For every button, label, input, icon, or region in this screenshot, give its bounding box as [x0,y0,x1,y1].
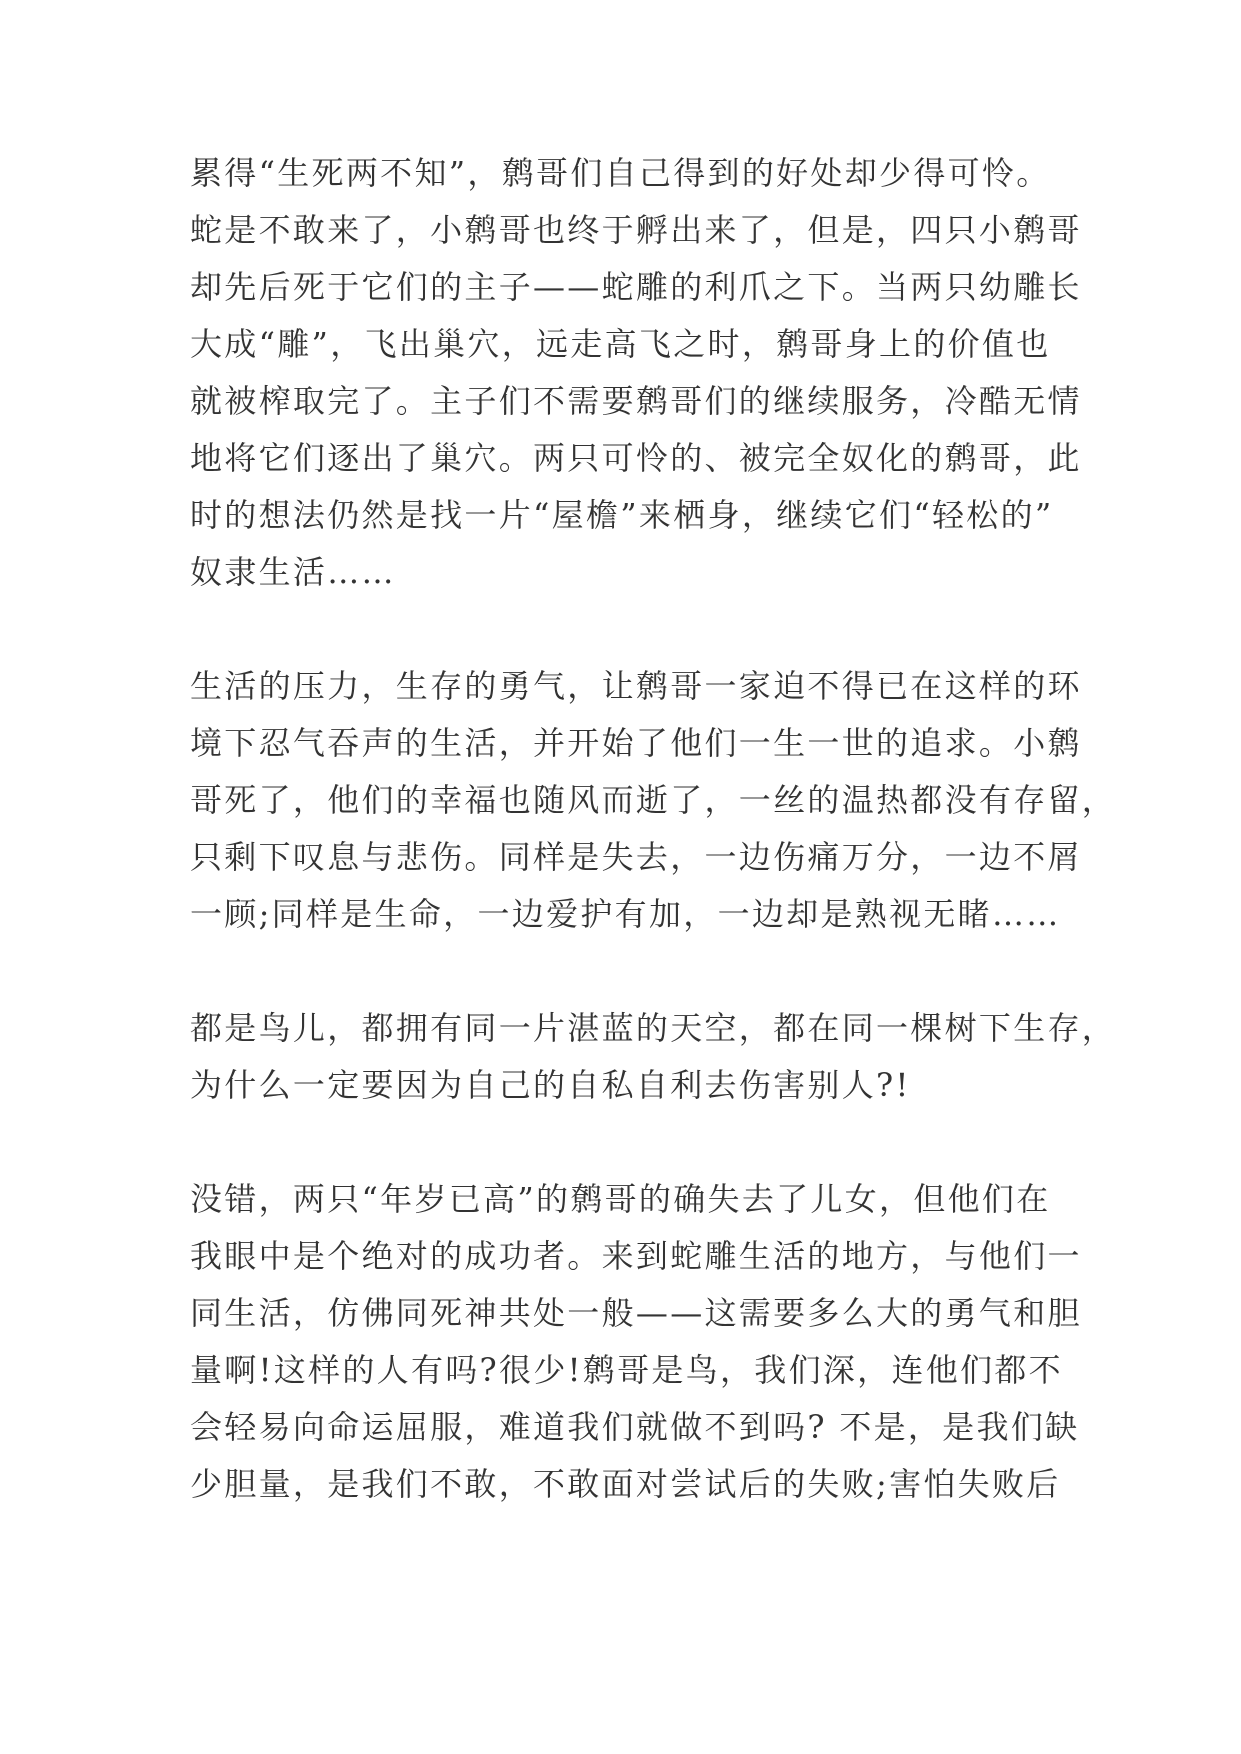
text-line: 境下忍气吞声的生活，并开始了他们一生一世的追求。小鹩 [190,724,1082,762]
paragraph-gap [190,943,1070,1000]
text-line: 却先后死于它们的主子——蛇雕的利爪之下。当两只幼雕长 [190,268,1082,306]
paragraph-1 [190,145,1082,601]
paragraph-gap [190,1114,1070,1171]
paragraph-3 [190,1000,1117,1114]
text-line: 大成“雕”，飞出巢穴，远走高飞之时，鹩哥身上的价值也 [190,325,1051,363]
text-line: 累得“生死两不知”，鹩哥们自己得到的好处却少得可怜。 [190,154,1051,192]
text-line: 哥死了，他们的幸福也随风而逝了，一丝的温热都没有存留， [190,781,1117,819]
text-line: 会轻易向命运屈服，难道我们就做不到吗? 不是，是我们缺 [190,1408,1080,1446]
text-line: 没错，两只“年岁已高”的鹩哥的确失去了儿女，但他们在 [190,1180,1051,1218]
text-line: 同生活，仿佛同死神共处一般——这需要多么大的勇气和胆 [190,1294,1082,1332]
paragraph-4 [190,1171,1082,1513]
paragraph-2 [190,658,1117,943]
text-line: 蛇是不敢来了，小鹩哥也终于孵出来了，但是，四只小鹩哥 [190,211,1082,249]
text-line: 只剩下叹息与悲伤。同样是失去，一边伤痛万分，一边不屑 [190,838,1082,876]
text-line: 生活的压力，生存的勇气，让鹩哥一家迫不得已在这样的环 [190,667,1082,705]
paragraph-gap [190,601,1070,658]
text-line: 量啊!这样的人有吗?很少!鹩哥是鸟，我们深，连他们都不 [190,1351,1063,1389]
text-line: 地将它们逐出了巢穴。两只可怜的、被完全奴化的鹩哥，此 [190,439,1082,477]
text-line: 一顾;同样是生命，一边爱护有加，一边却是熟视无睹…… [190,895,1061,933]
text-line: 时的想法仍然是找一片“屋檐”来栖身，继续它们“轻松的” [190,496,1054,534]
text-line: 都是鸟儿，都拥有同一片湛蓝的天空，都在同一棵树下生存， [190,1009,1117,1047]
text-line: 就被榨取完了。主子们不需要鹩哥们的继续服务，冷酷无情 [190,382,1082,420]
document-body [190,145,1117,1513]
text-line: 奴隶生活…… [190,553,396,591]
text-line: 我眼中是个绝对的成功者。来到蛇雕生活的地方，与他们一 [190,1237,1082,1275]
text-line: 少胆量，是我们不敢，不敢面对尝试后的失败;害怕失败后 [190,1465,1061,1503]
text-line: 为什么一定要因为自己的自私自利去伤害别人?! [190,1066,911,1104]
